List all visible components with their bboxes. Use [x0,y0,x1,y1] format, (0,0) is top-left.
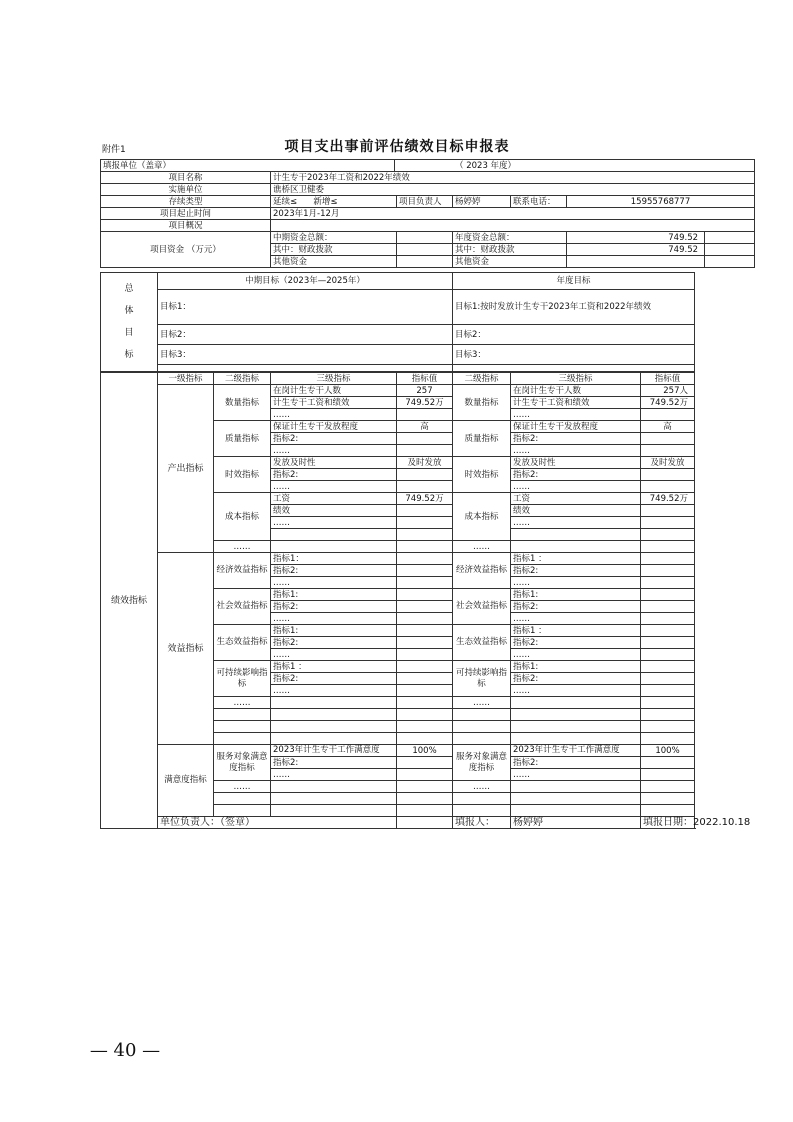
value-sat-year: 100% [641,745,695,757]
value-sat: 100% [397,745,453,757]
indicator-1: 指标1: [511,661,641,673]
year-other-value [567,256,705,268]
year-goal-header: 年度目标 [453,273,695,290]
year-label: （ 2023 年度） [395,160,755,172]
timely-label-year: 时效指标 [453,457,511,493]
dots: …… [453,541,511,553]
indicator-2: 指标2: [271,757,397,769]
mid-total-value [397,232,453,244]
form-header [100,133,694,159]
indicator-1: 指标1 ： [511,553,641,565]
year-other-blank [705,256,755,268]
value-high: 高 [397,421,453,433]
goals-side-label: 总 体 目 标 [101,273,158,372]
indicator-2: 指标2: [511,757,641,769]
dots: …… [511,445,641,457]
h2: 二级指标 [214,373,271,385]
leader-label: 项目负责人 [397,196,453,208]
project-name-label: 项目名称 [101,172,271,184]
dots: …… [214,697,271,709]
service-label: 服务对象满意度指标 [214,745,271,781]
dots: …… [511,685,641,697]
dots: …… [453,697,511,709]
mid-goal-1: 目标1： [158,290,453,325]
dots: …… [214,541,271,553]
dots: …… [453,781,511,793]
year-goal-1: 目标1:按时发放计生专干2023年工资和2022年绩效 [453,290,695,325]
indicator-1: 指标1: [511,589,641,601]
phone-label: 联系电话： [511,196,567,208]
satisfaction-label: 满意度指标 [158,745,214,817]
fill-date [641,816,751,829]
leader-sign: 单位负责人：（签章） [158,817,397,829]
dots: …… [511,577,641,589]
indicator-1: 指标1 ： [271,661,397,673]
type-options [271,196,397,208]
dots: …… [511,649,641,661]
value-wage-year: 749.52万 [641,397,695,409]
dots: …… [271,481,397,493]
year-fiscal-value: 749.52 [567,244,705,256]
indicator-wage-year: 计生专干工资和绩效 [511,397,641,409]
indicator-2: 指标2: [511,565,641,577]
fund-label: 项目资金 （万元） [101,232,271,268]
year-total-value: 749.52 [567,232,705,244]
dots: …… [511,517,641,529]
period-label: 项目起止时间 [101,208,271,220]
indicator-staff: 在岗计生专干人数 [271,385,397,397]
type-continue: 延续≤ [273,196,298,207]
indicators-side-label: 绩效指标 [101,373,158,829]
year-total-label: 年度资金总额： [453,232,567,244]
indicator-2: 指标2: [511,637,641,649]
impl-unit: 谯桥区卫健委 [271,184,755,196]
overview-value [271,220,755,232]
qty-label-year: 数量指标 [453,385,511,421]
project-name: 计生专干2023年工资和2022年绩效 [271,172,755,184]
dots: …… [271,613,397,625]
year-total-blank [705,232,755,244]
indicator-ensure-year: 保证计生专干发放程度 [511,421,641,433]
mid-fiscal-value [397,244,453,256]
year-fiscal-blank [705,244,755,256]
indicator-2: 指标2: [271,637,397,649]
output-label: 产出指标 [158,385,214,553]
benefit-label: 效益指标 [158,553,214,745]
impl-unit-label: 实施单位 [101,184,271,196]
indicator-2: 指标2: [271,433,397,445]
year-goal-3: 目标3： [453,345,695,365]
h2-year: 二级指标 [453,373,511,385]
indicator-perf-year: 绩效 [511,505,641,517]
social-label-year: 社会效益指标 [453,589,511,625]
dots: …… [271,577,397,589]
indicators-table [100,372,751,829]
h1: 一级指标 [158,373,214,385]
mid-other-value [397,256,453,268]
indicator-sat-year: 2023年计生专干工作满意度 [511,745,641,757]
hv: 指标值 [397,373,453,385]
dots: …… [271,409,397,421]
indicator-timely-year: 发放及时性 [511,457,641,469]
mid-total-label: 中期资金总额： [271,232,397,244]
indicator-salary-year: 工资 [511,493,641,505]
fill-unit-label: 填报单位（盖章） [101,160,395,172]
indicator-2: 指标2: [511,673,641,685]
value-timely-year: 及时发放 [641,457,695,469]
timely-label: 时效指标 [214,457,271,493]
social-label: 社会效益指标 [214,589,271,625]
overview-label: 项目概况 [101,220,271,232]
year-goal-2: 目标2： [453,325,695,345]
date-label: 填报日期： [643,816,693,828]
filler-label: 填报人： [453,817,511,829]
dots: …… [214,781,271,793]
mid-goal-2: 目标2： [158,325,453,345]
dots: …… [511,769,641,781]
goals-table [100,272,695,372]
indicator-1: 指标1： [271,553,397,565]
year-fiscal-label: 其中：财政拨款 [453,244,567,256]
indicator-2: 指标2: [271,469,397,481]
period: 2023年1月-12月 [271,208,755,220]
info-table [100,159,755,268]
h3: 三级指标 [271,373,397,385]
dots: …… [271,685,397,697]
indicator-1: 指标1: [271,625,397,637]
value-cost: 749.52万 [397,493,453,505]
dots: …… [271,649,397,661]
value-staff-year: 257人 [641,385,695,397]
hv-year: 指标值 [641,373,695,385]
phone-number: 15955768777 [567,196,755,208]
indicator-1: 指标1: [271,589,397,601]
indicator-2: 指标2: [511,433,641,445]
leader-name: 杨婷婷 [453,196,511,208]
mid-other-label: 其他资金 [271,256,397,268]
eco-label: 生态效益指标 [214,625,271,661]
indicator-2: 指标2: [271,601,397,613]
dots: …… [271,769,397,781]
indicator-2: 指标2: [511,601,641,613]
value-high-year: 高 [641,421,695,433]
performance-form [100,133,751,829]
eco-label-year: 生态效益指标 [453,625,511,661]
qty-label: 数量指标 [214,385,271,421]
date-value: 2022.10.18 [693,816,751,828]
indicator-staff-year: 在岗计生专干人数 [511,385,641,397]
indicator-ensure: 保证计生专干发放程度 [271,421,397,433]
filler-name: 杨婷婷 [511,817,641,829]
econ-label: 经济效益指标 [214,553,271,589]
dots: …… [511,481,641,493]
econ-label-year: 经济效益指标 [453,553,511,589]
cost-label-year: 成本指标 [453,493,511,541]
value-staff: 257 [397,385,453,397]
indicator-salary: 工资 [271,493,397,505]
sustain-label: 可持续影响指标 [214,661,271,697]
service-label-year: 服务对象满意度指标 [453,745,511,781]
indicator-2: 指标2: [271,565,397,577]
value-wage: 749.52万 [397,397,453,409]
value-cost-year: 749.52万 [641,493,695,505]
type-label: 存续类型 [101,196,271,208]
indicator-timely: 发放及时性 [271,457,397,469]
quality-label: 质量指标 [214,421,271,457]
dots: …… [511,409,641,421]
sustain-label-year: 可持续影响指标 [453,661,511,697]
mid-fiscal-label: 其中：财政拨款 [271,244,397,256]
indicator-2: 指标2: [511,469,641,481]
form-title: 项目支出事前评估绩效目标申报表 [284,139,510,155]
type-new: 新增≤ [313,196,338,207]
mid-goal-3: 目标3： [158,345,453,365]
annex-label: 附件1 [102,145,126,155]
mid-goal-header: 中期目标（2023年—2025年） [158,273,453,290]
dots: …… [271,445,397,457]
value-timely: 及时发放 [397,457,453,469]
indicator-1: 指标1 ： [511,625,641,637]
dots: …… [511,613,641,625]
cost-label: 成本指标 [214,493,271,541]
page-number: — 40 — [89,1040,161,1061]
quality-label-year: 质量指标 [453,421,511,457]
year-other-label: 其他资金 [453,256,567,268]
dots: …… [271,517,397,529]
indicator-2: 指标2: [271,673,397,685]
indicator-wage: 计生专干工资和绩效 [271,397,397,409]
indicator-sat: 2023年计生专干工作满意度 [271,745,397,757]
indicator-perf: 绩效 [271,505,397,517]
h3-year: 三级指标 [511,373,641,385]
